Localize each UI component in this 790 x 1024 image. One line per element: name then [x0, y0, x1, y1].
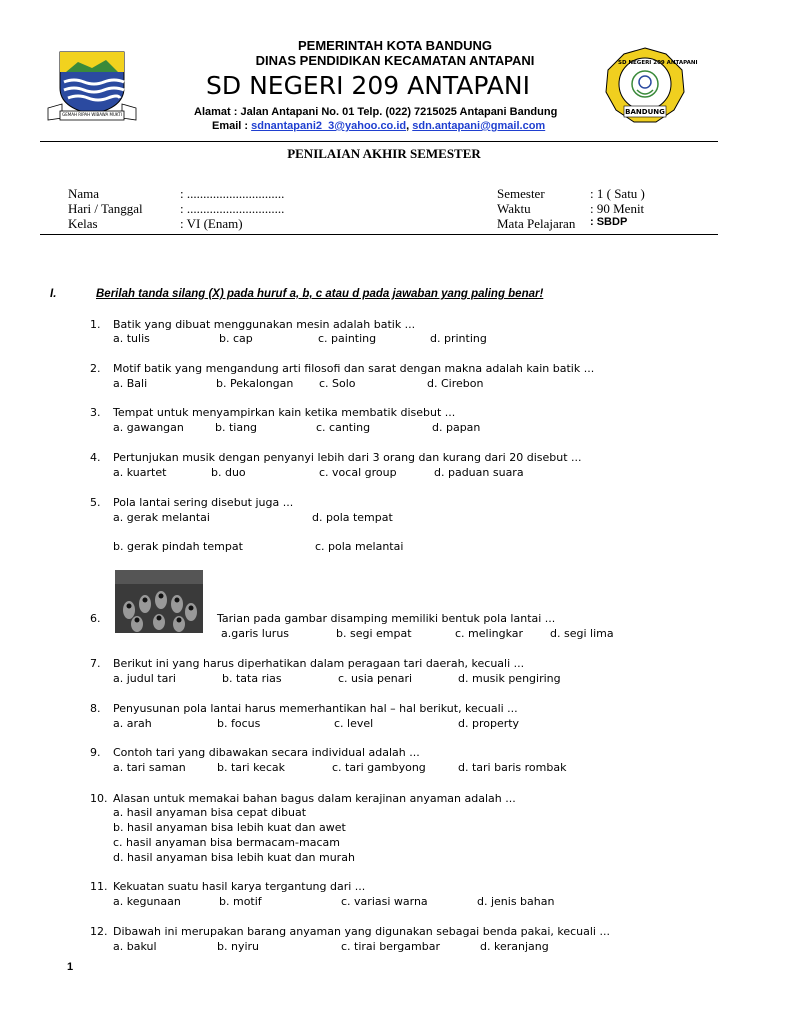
value-mata-pelajaran: : SBDP [590, 216, 628, 228]
q2-option-d[interactable]: d. Cirebon [427, 377, 484, 390]
school-email-line [212, 120, 545, 132]
question-5-text: Pola lantai sering disebut juga ... [113, 496, 294, 509]
header-line-1: PEMERINTAH KOTA BANDUNG [297, 38, 493, 53]
question-11-text: Kekuatan suatu hasil karya tergantung dari ... [113, 880, 366, 893]
email-link-gmail[interactable]: sdn.antapani@gmail.com [412, 120, 546, 132]
q12-option-b[interactable]: b. nyiru [217, 940, 260, 953]
q4-option-c[interactable]: c. vocal group [319, 466, 397, 479]
q8-option-b[interactable]: b. focus [217, 717, 261, 730]
question-6-text: Tarian pada gambar disamping memiliki bentuk pola lantai ... [217, 612, 556, 625]
q3-option-a[interactable]: a. gawangan [113, 421, 184, 434]
question-3-number: 3. [90, 406, 101, 419]
q12-option-a[interactable]: a. bakul [113, 940, 157, 953]
q8-option-a[interactable]: a. arah [113, 717, 152, 730]
q11-option-c[interactable]: c. variasi warna [341, 895, 428, 908]
value-hari-tanggal: : .............................. [180, 201, 285, 216]
q2-option-b[interactable]: b. Pekalongan [216, 377, 294, 390]
q4-option-a[interactable]: a. kuartet [113, 466, 167, 479]
q4-option-b[interactable]: b. duo [211, 466, 246, 479]
question-10-text: Alasan untuk memakai bahan bagus dalam kerajinan anyaman adalah ... [113, 792, 516, 805]
question-8-number: 8. [90, 702, 101, 715]
label-waktu: Waktu [497, 201, 531, 216]
q12-option-c[interactable]: c. tirai bergambar [341, 940, 440, 953]
value-kelas: : VI (Enam) [180, 216, 243, 231]
dance-photo [115, 570, 203, 633]
question-10-number: 10. [90, 792, 108, 805]
header-divider [40, 141, 718, 142]
question-8-text: Penyusunan pola lantai harus memerhantikan hal – hal berikut, kecuali ... [113, 702, 518, 715]
section-instruction: Berilah tanda silang (X) pada huruf a, b, c atau d pada jawaban yang paling benar! [96, 288, 544, 300]
q9-option-c[interactable]: c. tari gambyong [332, 761, 426, 774]
q6-option-d[interactable]: d. segi lima [550, 627, 614, 640]
section-number: I. [50, 288, 57, 300]
q9-option-d[interactable]: d. tari baris rombak [458, 761, 567, 774]
seal-city: BANDUNG [625, 108, 665, 116]
question-1-number: 1. [90, 318, 101, 331]
q3-option-b[interactable]: b. tiang [215, 421, 258, 434]
q11-option-a[interactable]: a. kegunaan [113, 895, 181, 908]
q9-option-a[interactable]: a. tari saman [113, 761, 186, 774]
question-7-text: Berikut ini yang harus diperhatikan dalam peragaan tari daerah, kecuali ... [113, 657, 525, 670]
label-kelas: Kelas [68, 216, 98, 231]
q11-option-d[interactable]: d. jenis bahan [477, 895, 555, 908]
school-address: Alamat : Jalan Antapani No. 01 Telp. (022) 7215025 Antapani Bandung [194, 106, 558, 118]
question-9-text: Contoh tari yang dibawakan secara individual adalah ... [113, 746, 420, 759]
page-number: 1 [67, 961, 74, 973]
question-9-number: 9. [90, 746, 101, 759]
q4-option-d[interactable]: d. paduan suara [434, 466, 524, 479]
question-11-number: 11. [90, 880, 108, 893]
q5-option-d[interactable]: d. pola tempat [312, 511, 393, 524]
q1-option-d[interactable]: d. printing [430, 332, 487, 345]
question-3-text: Tempat untuk menyampirkan kain ketika membatik disebut ... [113, 406, 456, 419]
q10-option-b[interactable]: b. hasil anyaman bisa lebih kuat dan awet [113, 821, 346, 834]
q6-option-a[interactable]: a.garis lurus [221, 627, 290, 640]
q10-option-a[interactable]: a. hasil anyaman bisa cepat dibuat [113, 806, 307, 819]
value-waktu: : 90 Menit [590, 201, 645, 216]
info-divider [40, 234, 718, 235]
q2-option-c[interactable]: c. Solo [319, 377, 356, 390]
question-1-text: Batik yang dibuat menggunakan mesin adalah batik ... [113, 318, 416, 331]
q2-option-a[interactable]: a. Bali [113, 377, 148, 390]
q7-option-b[interactable]: b. tata rias [222, 672, 282, 685]
right-logo-seal [604, 46, 698, 124]
q3-option-d[interactable]: d. papan [432, 421, 481, 434]
q9-option-b[interactable]: b. tari kecak [217, 761, 286, 774]
value-semester: : 1 ( Satu ) [590, 186, 645, 201]
label-mata-pelajaran: Mata Pelajaran [497, 216, 576, 231]
q3-option-c[interactable]: c. canting [316, 421, 371, 434]
q7-option-a[interactable]: a. judul tari [113, 672, 176, 685]
q1-option-b[interactable]: b. cap [219, 332, 253, 345]
q1-option-c[interactable]: c. painting [318, 332, 377, 345]
q10-option-d[interactable]: d. hasil anyaman bisa lebih kuat dan murah [113, 851, 355, 864]
question-6-number: 6. [90, 612, 101, 625]
question-5-number: 5. [90, 496, 101, 509]
question-12-text: Dibawah ini merupakan barang anyaman yang digunakan sebagai benda pakai, kecuali ... [113, 925, 610, 938]
school-name: SD NEGERI 209 ANTAPANI [206, 71, 530, 100]
label-nama: Nama [68, 186, 100, 201]
seal-ring-text: SD NEGERI 209 ANTAPANI [618, 60, 698, 66]
left-logo-motto: GEMAH RIPAH WIBAWA MUKTI [62, 112, 122, 117]
q10-option-c[interactable]: c. hasil anyaman bisa bermacam-macam [113, 836, 340, 849]
exam-title: PENILAIAN AKHIR SEMESTER [287, 146, 481, 161]
question-2-number: 2. [90, 362, 101, 375]
value-nama: : .............................. [180, 186, 285, 201]
question-12-number: 12. [90, 925, 108, 938]
q8-option-c[interactable]: c. level [334, 717, 374, 730]
q5-option-c[interactable]: c. pola melantai [315, 540, 404, 553]
header-line-2: DINAS PENDIDIKAN KECAMATAN ANTAPANI [255, 53, 535, 68]
label-hari-tanggal: Hari / Tanggal [68, 201, 143, 216]
q5-option-b[interactable]: b. gerak pindah tempat [113, 540, 243, 553]
q7-option-d[interactable]: d. musik pengiring [458, 672, 561, 685]
question-4-text: Pertunjukan musik dengan penyanyi lebih dari 3 orang dan kurang dari 20 disebut ... [113, 451, 582, 464]
q6-option-c[interactable]: c. melingkar [455, 627, 524, 640]
q12-option-d[interactable]: d. keranjang [480, 940, 549, 953]
email-link-yahoo[interactable]: sdnantapani2_3@yahoo.co.id [251, 120, 407, 132]
email-separator: , [406, 120, 413, 132]
q6-option-b[interactable]: b. segi empat [336, 627, 412, 640]
q8-option-d[interactable]: d. property [458, 717, 520, 730]
q5-option-a[interactable]: a. gerak melantai [113, 511, 210, 524]
q1-option-a[interactable]: a. tulis [113, 332, 150, 345]
q11-option-b[interactable]: b. motif [219, 895, 262, 908]
email-label: Email : [212, 120, 252, 132]
question-4-number: 4. [90, 451, 101, 464]
question-7-number: 7. [90, 657, 101, 670]
question-2-text: Motif batik yang mengandung arti filosofi dan sarat dengan makna adalah kain batik ... [113, 362, 595, 375]
q7-option-c[interactable]: c. usia penari [338, 672, 413, 685]
label-semester: Semester [497, 186, 545, 201]
